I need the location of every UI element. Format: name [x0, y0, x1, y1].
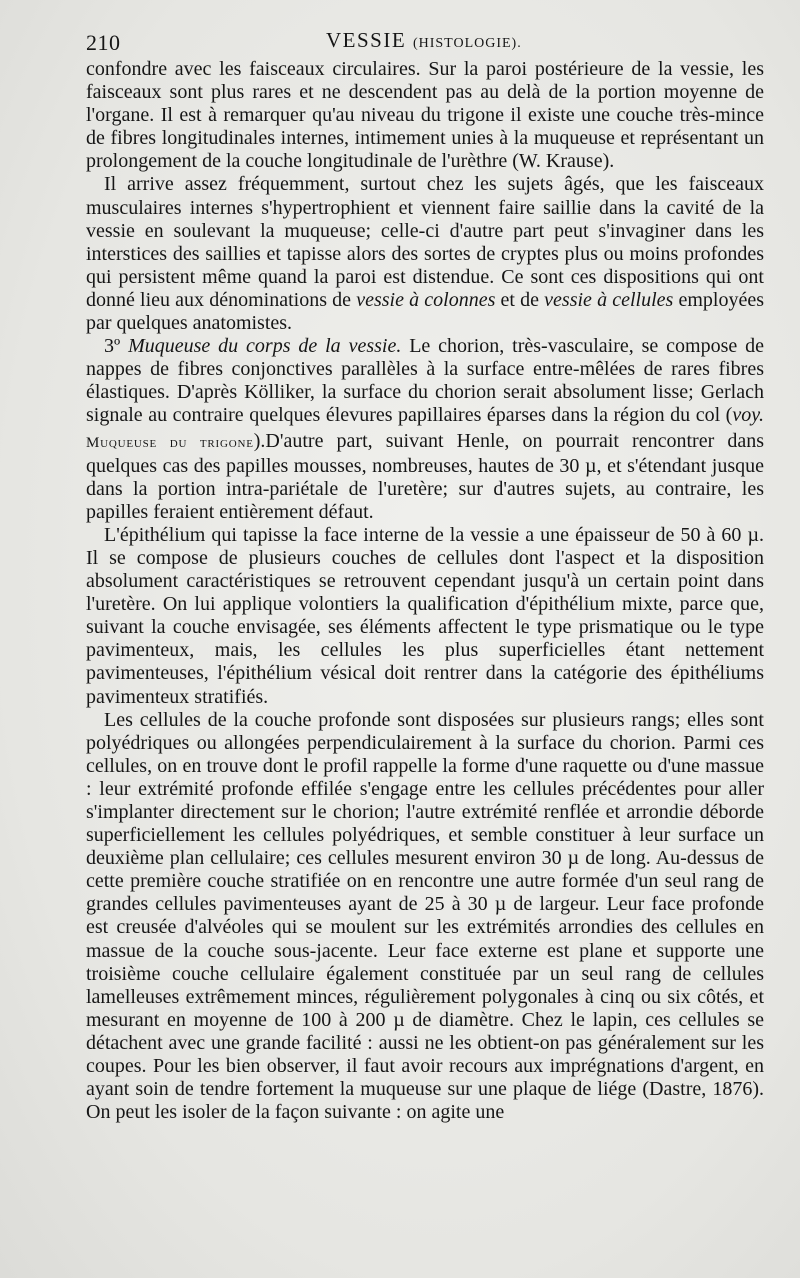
- paragraph-2-term-2: vessie à cellules: [544, 288, 674, 311]
- running-head: [326, 28, 522, 53]
- paragraph-2: [86, 173, 764, 335]
- paragraph-2-text-c: employées par quelques anatomistes.: [86, 288, 764, 335]
- section-title: Muqueuse du corps de la vessie.: [128, 335, 402, 358]
- paragraph-3-text-b: ).D'autre part, suivant Henle, on pourrait rencontrer dans quelques cas des papilles mousses, nombreuses, hautes de 30 µ, et s'étendant jusque dans la portion intra-pariétale de l'uretère; sur d'autres sujets, au contraire, les papilles feraient entièrement défaut.: [86, 429, 765, 523]
- page-number: 210: [86, 30, 121, 55]
- paragraph-3-text-a: Le chorion, très-vasculaire, se compose de nappes de fibres conjonctives parallèles à la surface entre-mêlées de rares fibres élastiques. D'après Kölliker, la surface du chorion serait absolument lisse; Gerlach signale au contraire quelques élevures papillaires éparses dans la région du col (: [86, 335, 765, 427]
- running-head-title: VESSIE: [326, 28, 407, 52]
- paragraph-1: confondre avec les faisceaux circulaires. Sur la paroi postérieure de la vessie, les faisceaux sont plus rares et ne descendent pas au delà de la portion moyenne de l'organe. Il est à remarquer qu'au niveau du trigone il existe une couche très-mince de fibres longitudinales internes, intimement unies à la muqueuse et représentant un prolongement de la couche longitudinale de l'urèthre (W. Krause).: [86, 58, 764, 173]
- page-header: [86, 22, 764, 58]
- cross-reference-target: Muqueuse du trigone: [86, 434, 254, 451]
- cross-reference-voy: voy.: [732, 404, 764, 427]
- running-head-subtitle: (HISTOLOGIE).: [412, 36, 522, 51]
- paragraph-5: Les cellules de la couche profonde sont disposées sur plusieurs rangs; elles sont polyédriques ou allongées perpendiculairement à la surface du chorion. Parmi ces cellules, on en trouve dont le profil rappelle la forme d'une raquette ou d'une massue : leur extrémité profonde effilée s'engage entre les cellules précédentes pour aller s'implanter directement sur le chorion; l'autre extrémité renflée et arrondie déborde superficiellement les cellules polyédriques, et semble constituer à leur surface un deuxième plan cellulaire; ces cellules mesurent environ 30 µ de long. Au-dessus de cette première couche stratifiée on en rencontre une autre formée d'un seul rang de grandes cellules pavimenteuses ayant de 25 à 30 µ de largeur. Leur face profonde est creusée d'alvéoles qui se moulent sur les extrémités arrondies des cellules en massue de la couche sous-jacente. Leur face externe est plane et supporte une troisième couche cellulaire également constituée par un seul rang de cellules lamelleuses extrêmement minces, régulièrement polygonales à cinq ou six côtés, et mesurant en moyenne de 100 à 200 µ de diamètre. Chez le lapin, ces cellules se détachent avec une grande facilité : aussi ne les obtient-on pas généralement sur les coupes. Pour les bien observer, il faut avoir recours aux imprégnations d'argent, en ayant soin de tendre fortement la muqueuse sur une plaque de liége (Dastre, 1876). On peut les isoler de la façon suivante : on agite une: [86, 708, 764, 1124]
- section-number: 3º: [104, 335, 129, 358]
- paragraph-4: L'épithélium qui tapisse la face interne de la vessie a une épaisseur de 50 à 60 µ. Il se compose de plusieurs couches de cellules dont l'aspect et la disposition absolument caractéristiques se retrouvent cependant jusqu'à un certain point dans l'uretère. On lui applique volontiers la qualification d'épithélium mixte, parce que, suivant la couche envisagée, ses éléments affectent le type prismatique ou le type pavimenteux, mais, les cellules les plus superficielles étant nettement pavimenteuses, l'épithélium vésical doit rentrer dans la catégorie des épithéliums pavimenteux stratifiés.: [86, 523, 764, 708]
- paragraph-2-term-1: vessie à colonnes: [356, 288, 496, 311]
- body-text: [86, 58, 764, 1124]
- paragraph-2-text-a: Il arrive assez fréquemment, surtout chez les sujets âgés, que les faisceaux musculaires internes s'hypertrophient et viennent faire saillie dans la cavité de la vessie en soulevant la muqueuse; celle-ci d'autre part peut s'invaginer dans les interstices des saillies et tapisse alors des sortes de cryptes plus ou moins profondes qui persistent même quand la paroi est distendue. Ce sont ces dispositions qui ont donné lieu aux dénominations de: [86, 173, 764, 311]
- paragraph-2-text-b: et de: [495, 288, 545, 311]
- paragraph-3: [86, 335, 764, 524]
